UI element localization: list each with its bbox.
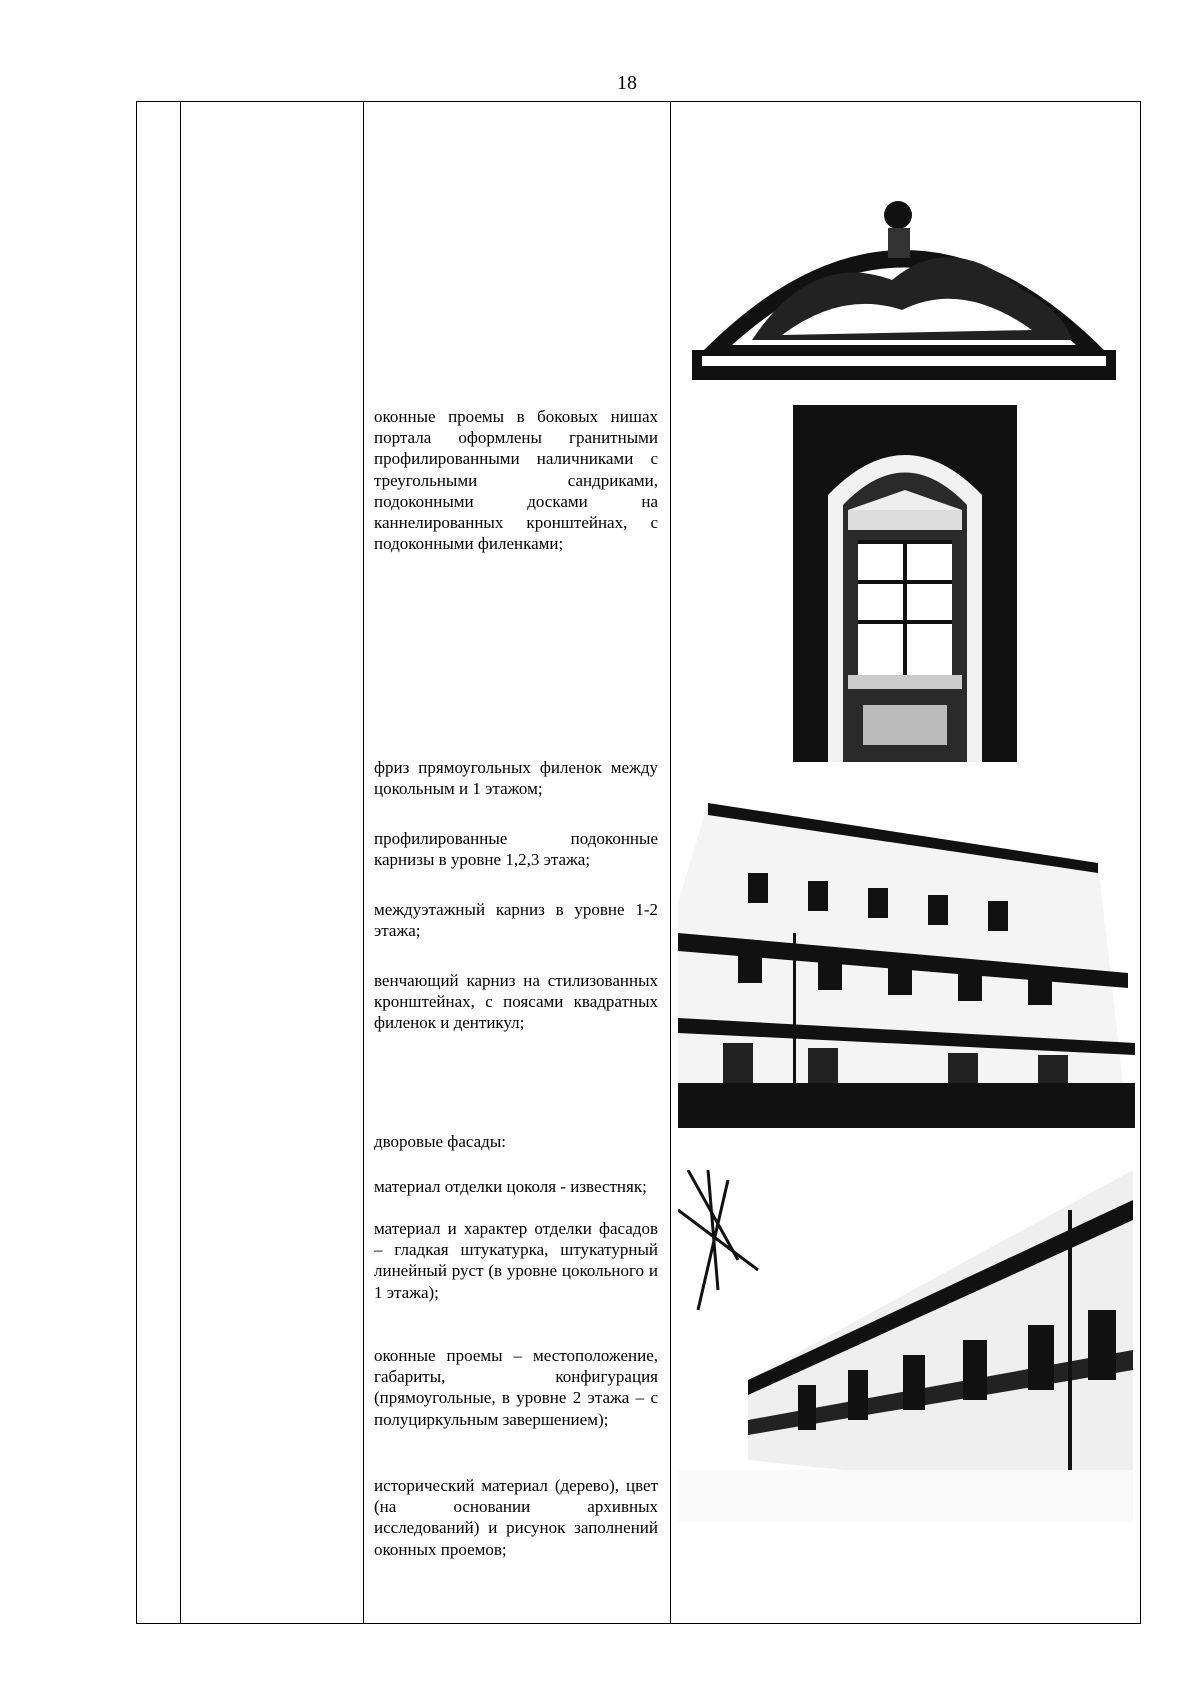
paragraph-courtyard-heading: дворовые фасады: [374, 1132, 506, 1151]
paragraph-window-fillings: исторический материал (дерево), цвет (на основании архивных исследований) и рисунок заполнений оконных проемов; [374, 1476, 658, 1559]
photo-portal-tympanum [692, 160, 1116, 380]
column-divider-1 [180, 102, 181, 1623]
tympanum-illustration [692, 160, 1116, 380]
paragraph-interfloor-cornice: междуэтажный карниз в уровне 1-2 этажа; [374, 900, 658, 941]
courtyard-facade-illustration [678, 1170, 1133, 1522]
main-facade-illustration [678, 783, 1135, 1128]
photo-main-facade [678, 783, 1135, 1128]
paragraph-plinth-material: материал отделки цоколя - известняк; [374, 1177, 647, 1196]
paragraph-facade-finish: материал и характер отделки фасадов – гладкая штукатурка, штукатурный линейный руст (в уровне цокольного и 1 этажа); [374, 1219, 658, 1302]
column-divider-2 [363, 102, 364, 1623]
paragraph-window-openings: оконные проемы – местоположение, габариты, конфигурация (прямоугольные, в уровне 2 этажа – с полуциркульным завершением); [374, 1346, 658, 1429]
paragraph-frieze: фриз прямоугольных филенок между цокольным и 1 этажом; [374, 758, 658, 799]
photo-courtyard-facade [678, 1170, 1133, 1522]
column-divider-3 [670, 102, 671, 1623]
photo-side-niche-window [793, 405, 1017, 762]
paragraph-crowning-cornice: венчающий карниз на стилизованных кронштейнах, с поясами квадратных филенок и дентикул; [374, 971, 658, 1033]
paragraph-side-niche-windows: оконные проемы в боковых нишах портала оформлены гранитными профилированными наличниками с треугольными сандриками, подоконными досками на каннелированных кронштейнах, с подоконными филенками; [374, 407, 658, 554]
niche-window-illustration [793, 405, 1017, 762]
paragraph-sill-cornices: профилированные подоконные карнизы в уровне 1,2,3 этажа; [374, 829, 658, 870]
page-number: 18 [617, 72, 637, 94]
